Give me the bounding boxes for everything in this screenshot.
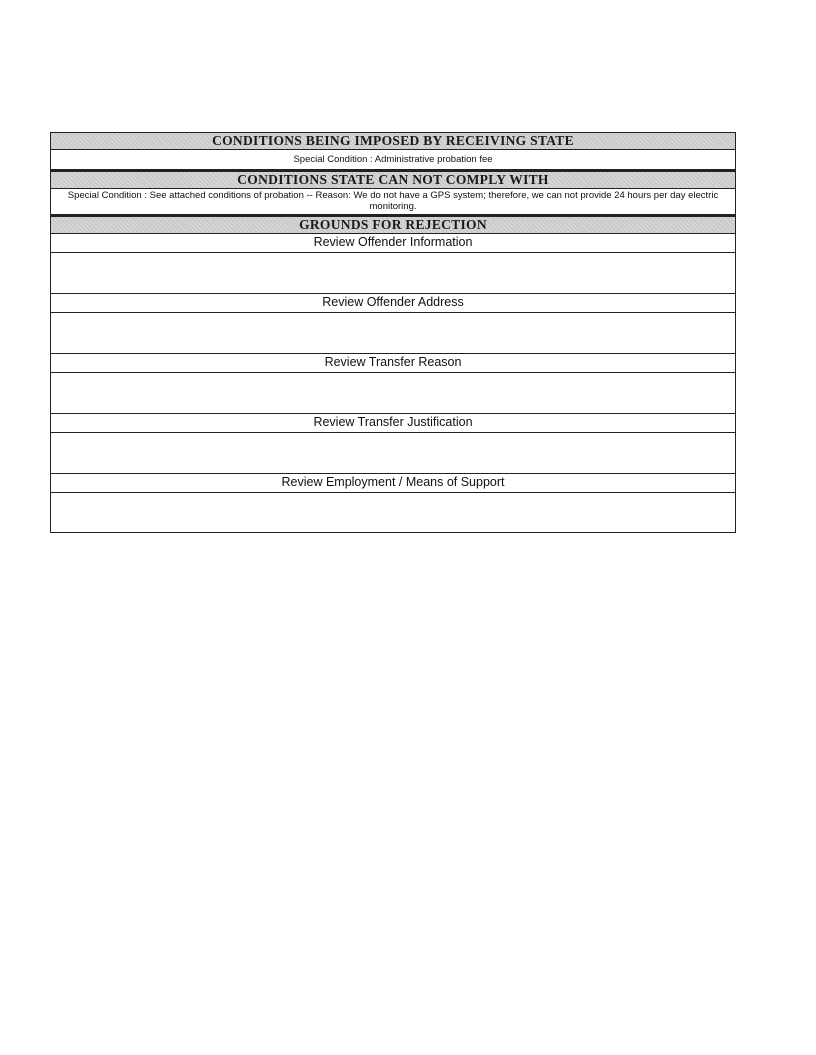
cannot-comply-text: Special Condition : See attached conditions of probation -- Reason: We do not have a GPS system; therefore, we can not provide 24 hours per day electric monitoring. bbox=[51, 189, 735, 215]
review-employment-support-title: Review Employment / Means of Support bbox=[51, 474, 735, 493]
imposed-conditions-text: Special Condition : Administrative probation fee bbox=[51, 150, 735, 170]
review-transfer-reason-title: Review Transfer Reason bbox=[51, 354, 735, 373]
imposed-conditions-header-label: CONDITIONS BEING IMPOSED BY RECEIVING STATE bbox=[212, 133, 574, 148]
review-transfer-justification-title: Review Transfer Justification bbox=[51, 414, 735, 433]
grounds-for-rejection-header-label: GROUNDS FOR REJECTION bbox=[299, 217, 487, 232]
review-transfer-reason-field bbox=[51, 373, 735, 414]
review-employment-support-field bbox=[51, 493, 735, 532]
review-offender-information-title: Review Offender Information bbox=[51, 234, 735, 253]
review-transfer-justification-field bbox=[51, 433, 735, 474]
review-offender-address-field bbox=[51, 313, 735, 354]
imposed-conditions-header bbox=[51, 133, 735, 150]
cannot-comply-header bbox=[51, 170, 735, 189]
review-offender-information-field bbox=[51, 253, 735, 294]
grounds-for-rejection-header bbox=[51, 215, 735, 234]
conditions-form bbox=[50, 132, 736, 533]
review-offender-address-title: Review Offender Address bbox=[51, 294, 735, 313]
cannot-comply-header-label: CONDITIONS STATE CAN NOT COMPLY WITH bbox=[237, 172, 549, 187]
